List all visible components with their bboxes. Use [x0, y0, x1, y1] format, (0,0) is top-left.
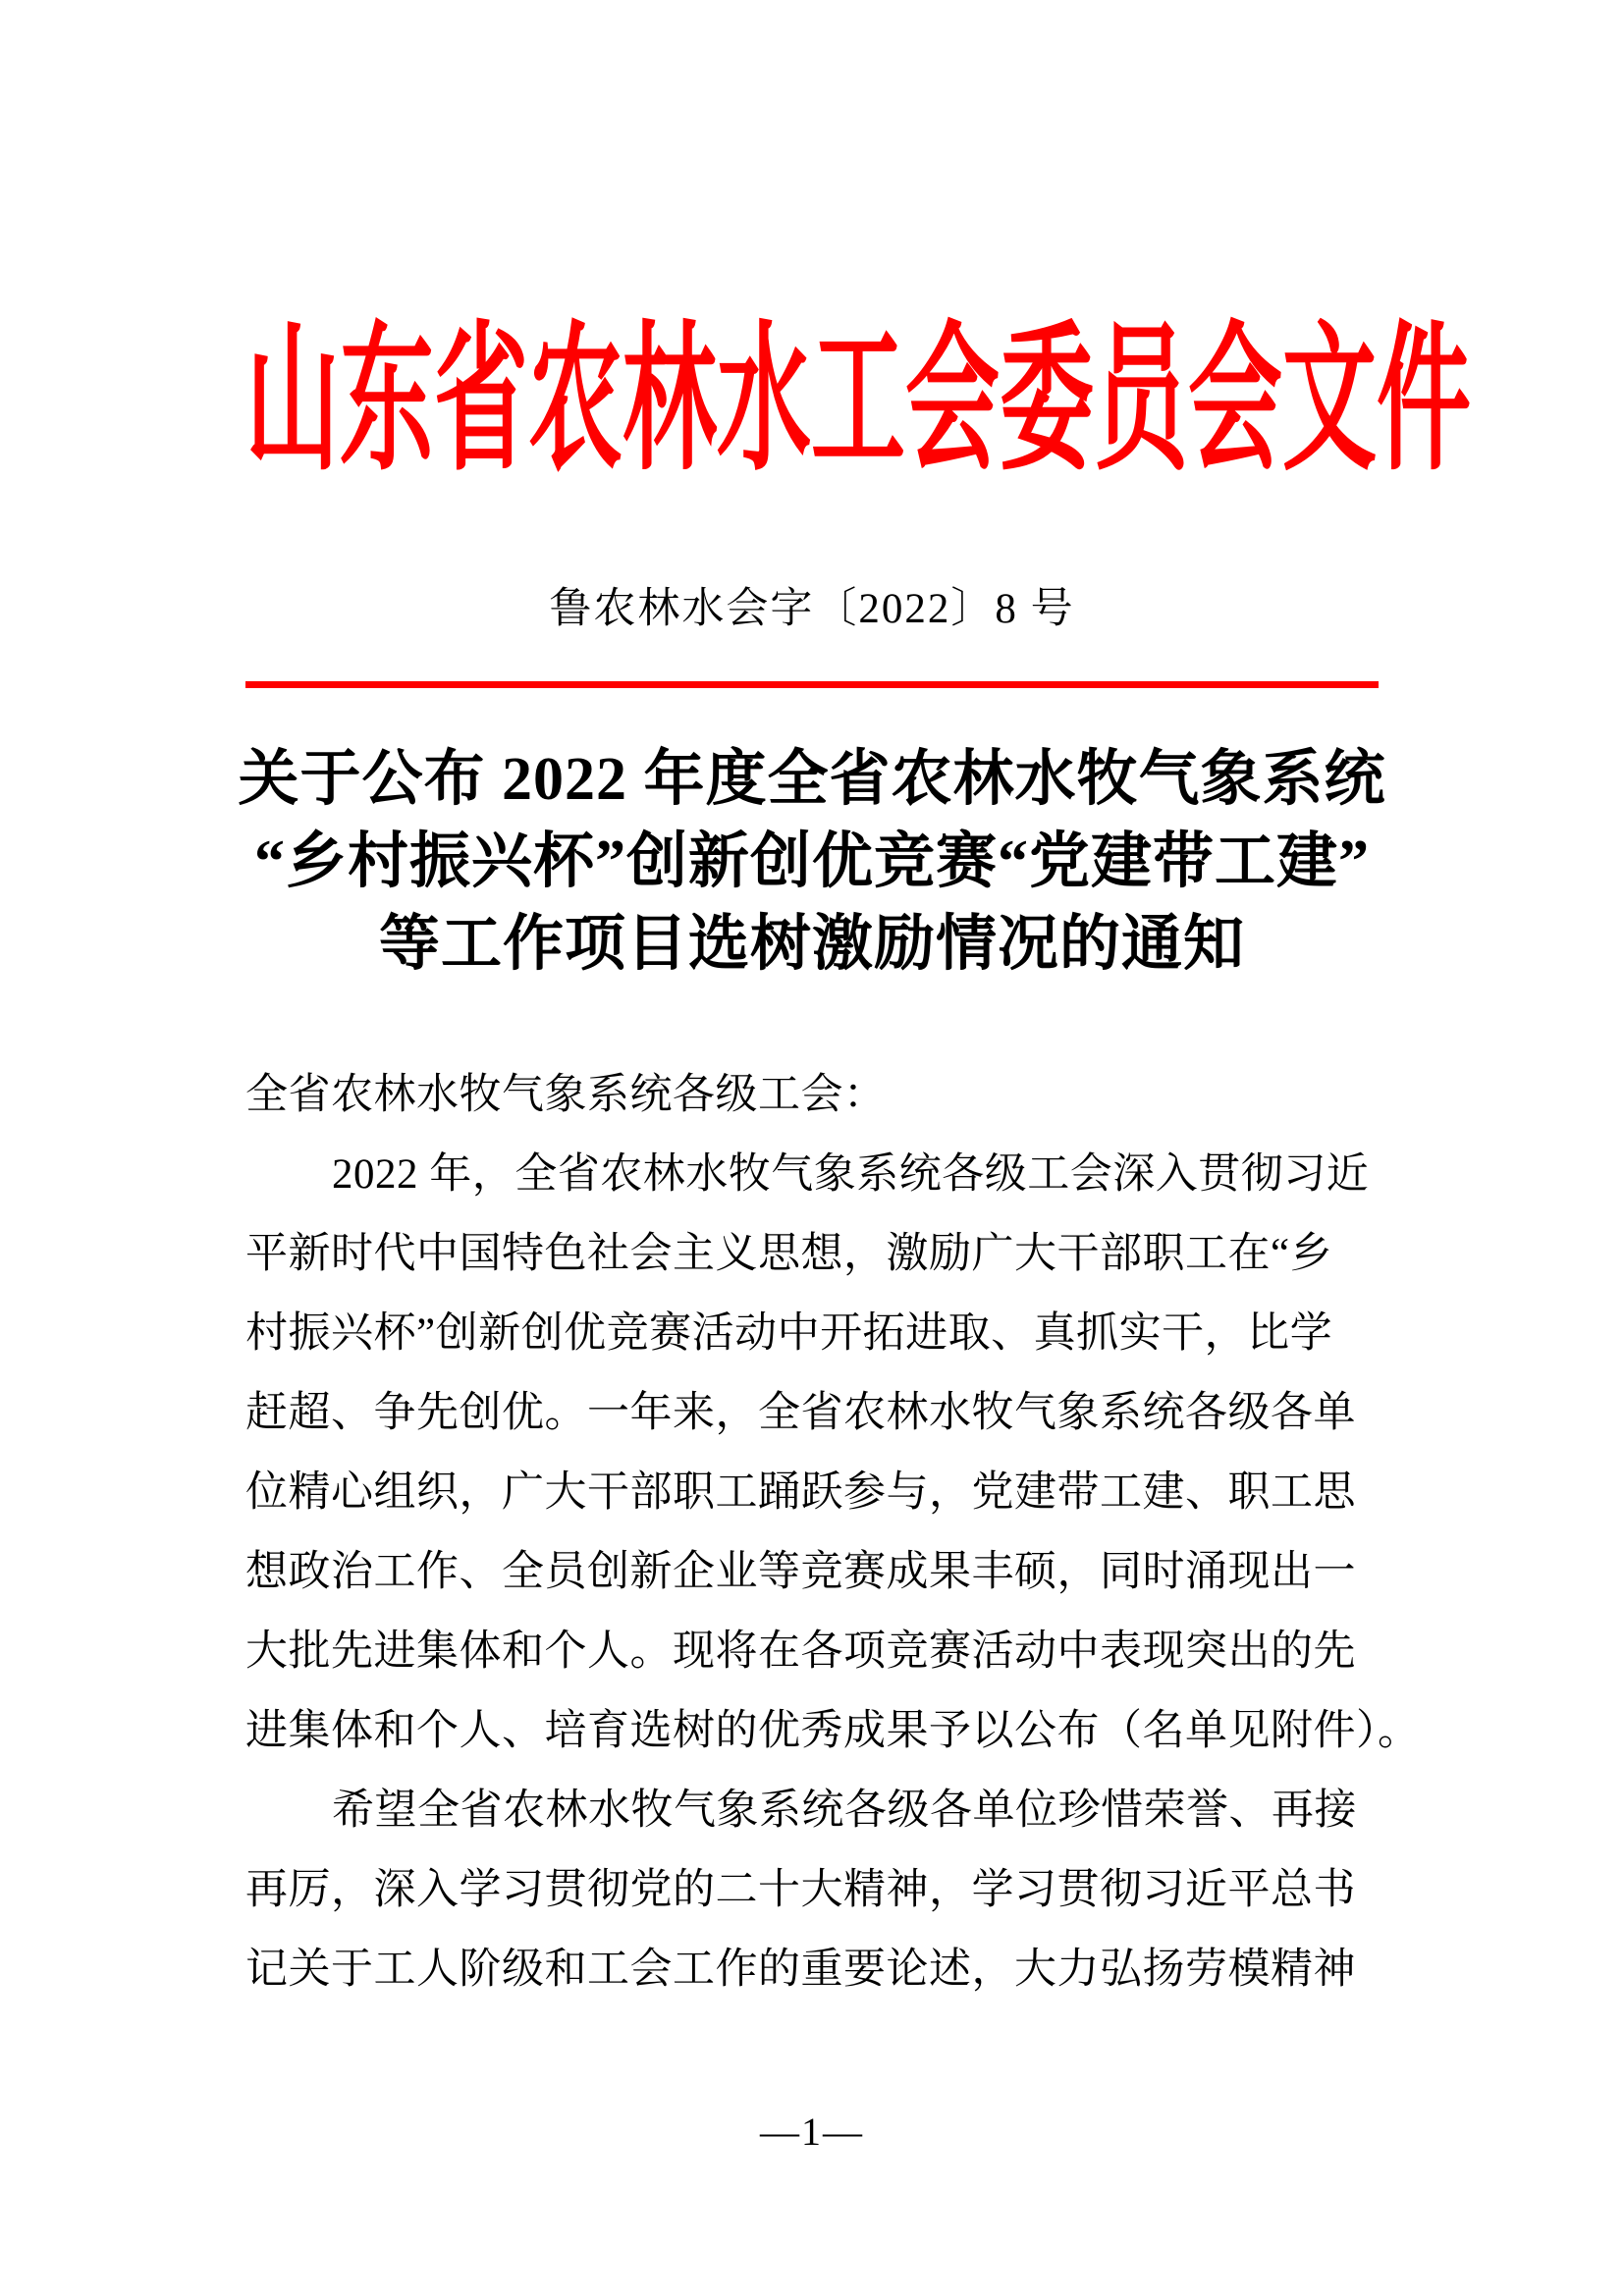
body-line: 进集体和个人、培育选树的优秀成果予以公布（名单见附件）。 [245, 1708, 1421, 1754]
page-number: —1— [760, 2109, 864, 2154]
document-title [216, 738, 1408, 986]
red-divider-rule [245, 681, 1379, 688]
body-line: 2022 年，全省农林水牧气象系统各级工会深入贯彻习近 [332, 1151, 1370, 1198]
title-line-3: 等工作项目选树激励情况的通知 [378, 911, 1245, 978]
body-line: 赶超、争先创优。一年来，全省农林水牧气象系统各级各单 [245, 1390, 1356, 1436]
body-line: 想政治工作、全员创新企业等竞赛成果丰硕，同时涌现出一 [245, 1549, 1356, 1595]
title-line-2: “乡村振兴杯”创新创优竞赛“党建带工建” [253, 828, 1370, 895]
title-line-1: 关于公布 2022 年度全省农林水牧气象系统 [238, 746, 1386, 813]
body-salutation: 全省农林水牧气象系统各级工会： [245, 1072, 887, 1118]
body-line: 平新时代中国特色社会主义思想，激励广大干部职工在“乡 [245, 1231, 1333, 1277]
document-body [245, 1055, 1421, 2009]
body-line: 大批先进集体和个人。现将在各项竞赛活动中表现突出的先 [245, 1629, 1356, 1675]
letterhead-banner-title: 山东省农林水工会委员会文件 [245, 310, 1471, 490]
doc-reference-number: 鲁农林水会字〔2022〕8 号 [549, 586, 1075, 632]
body-line: 位精心组织，广大干部职工踊跃参与，党建带工建、职工思 [245, 1469, 1356, 1516]
body-line: 希望全省农林水牧气象系统各级各单位珍惜荣誉、再接 [332, 1788, 1357, 1834]
body-line: 村振兴杯”创新创优竞赛活动中开拓进取、真抓实干，比学 [245, 1310, 1333, 1357]
body-line: 再厉，深入学习贯彻党的二十大精神，学习贯彻习近平总书 [245, 1867, 1356, 1913]
body-line: 记关于工人阶级和工会工作的重要论述，大力弘扬劳模精神 [245, 1947, 1356, 1993]
